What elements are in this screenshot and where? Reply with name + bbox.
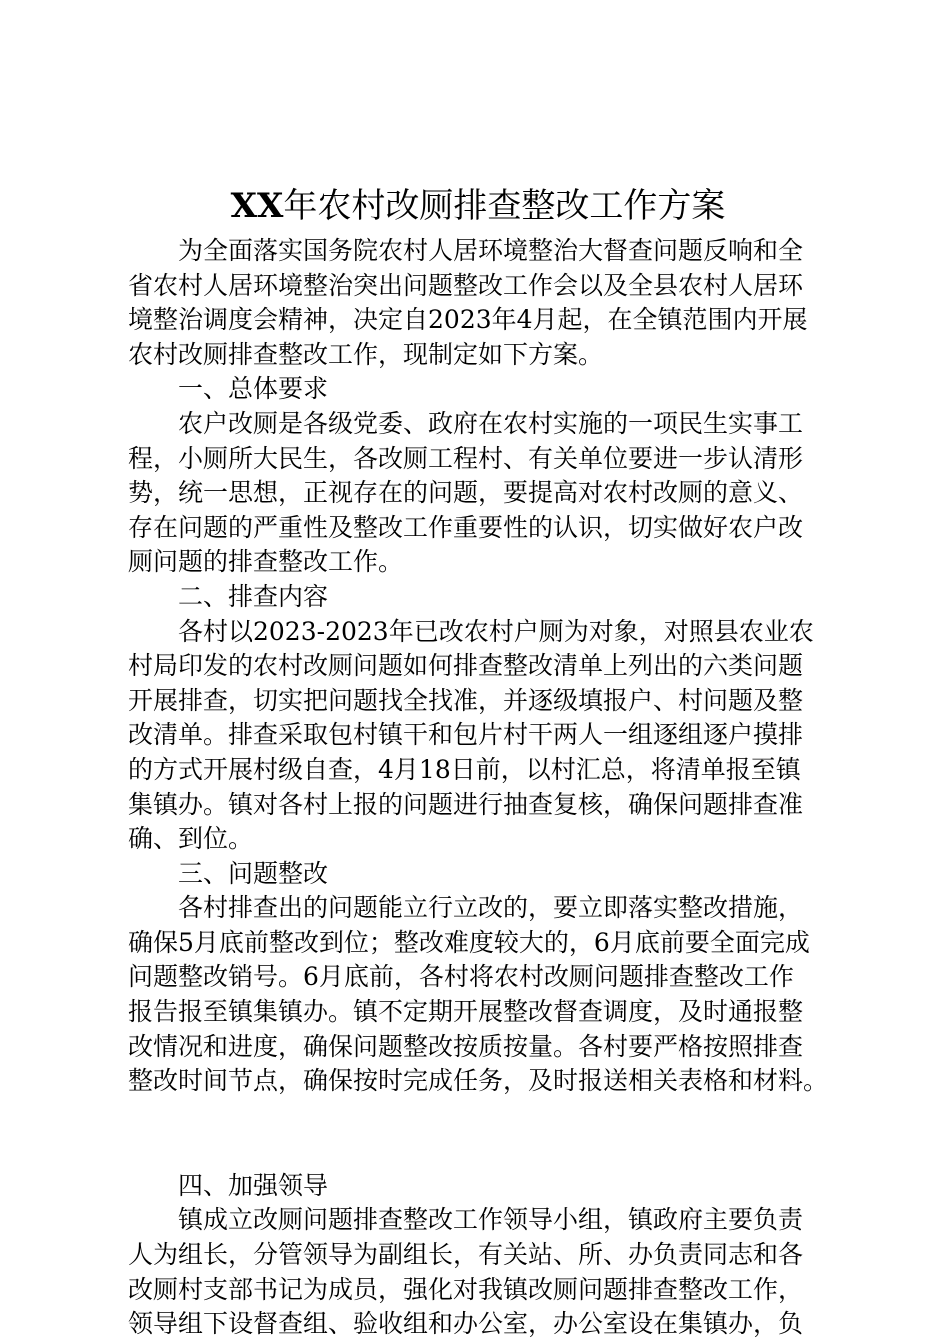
text-line: 确、到位。 xyxy=(128,824,254,854)
paragraph-gap xyxy=(128,1115,828,1153)
text-line: 报告报至镇集镇办。镇不定期开展整改督查调度，及时通报整 xyxy=(128,997,804,1027)
text-line: 集镇办。镇对各村上报的问题进行抽查复核，确保问题排查准 xyxy=(128,789,804,819)
text-line: 确保5月底前整改到位；整改难度较大的，6月底前要全面完成 xyxy=(128,927,810,957)
text-line: 程，小厕所大民生，各改厕工程村、有关单位要进一步认清形 xyxy=(128,443,804,473)
text-line: 整改时间节点，确保按时完成任务，及时报送相关表格和材料。 xyxy=(128,1066,829,1096)
text-line: 问题整改销号。6月底前，各村将农村改厕问题排查整改工作 xyxy=(128,962,794,992)
text-line: 领导组下设督查组、验收组和办公室，办公室设在集镇办，负 xyxy=(128,1309,804,1339)
text-line: 各村排查出的问题能立行立改的，要立即落实整改措施， xyxy=(178,893,804,923)
text-line: 势，统一思想，正视存在的问题，要提高对农村改厕的意义、 xyxy=(128,478,804,508)
text-line: 的方式开展村级自查，4月18日前，以村汇总，将清单报至镇 xyxy=(128,754,801,784)
text-line: 境整治调度会精神，决定自2023年4月起，在全镇范围内开展 xyxy=(128,305,808,335)
text-line: 村局印发的农村改厕问题如何排查整改清单上列出的六类问题 xyxy=(128,651,804,681)
title-text: 年农村改厕排查整改工作方案 xyxy=(283,186,726,226)
text-line: 一、总体要求 xyxy=(178,374,329,404)
text-line: 改清单。排查采取包村镇干和包片村干两人一组逐组逐户摸排 xyxy=(128,720,804,750)
text-line: 农村改厕排查整改工作，现制定如下方案。 xyxy=(128,339,604,369)
title-prefix: XX xyxy=(230,186,284,226)
text-line: 四、加强领导 xyxy=(178,1170,329,1200)
text-line: 为全面落实国务院农村人居环境整治大督查问题反响和全 xyxy=(178,236,804,265)
text-line: 改厕村支部书记为成员，强化对我镇改厕问题排查整改工作， xyxy=(128,1274,804,1304)
document-body xyxy=(128,234,828,1342)
text-line: 镇成立改厕问题排查整改工作领导小组，镇政府主要负责 xyxy=(178,1205,804,1235)
text-line: 人为组长，分管领导为副组长，有关站、所、办负责同志和各 xyxy=(128,1240,804,1270)
text-line: 存在问题的严重性及整改工作重要性的认识，切实做好农户改 xyxy=(128,512,804,542)
text-line: 省农村人居环境整治突出问题整改工作会以及全县农村人居环 xyxy=(128,270,804,300)
text-line: 三、问题整改 xyxy=(178,858,329,888)
document-title xyxy=(128,178,828,234)
text-line: 各村以2023-2023年已改农村户厕为对象，对照县农业农 xyxy=(178,616,814,646)
text-line: 农户改厕是各级党委、政府在农村实施的一项民生实事工 xyxy=(178,408,804,438)
text-line: 二、排查内容 xyxy=(178,581,329,611)
text-line: 厕问题的排查整改工作。 xyxy=(128,547,404,577)
text-line: 开展排查，切实把问题找全找准，并逐级填报户、村问题及整 xyxy=(128,685,804,715)
document-page xyxy=(128,178,828,1342)
text-line: 改情况和进度，确保问题整改按质按量。各村要严格按照排查 xyxy=(128,1031,804,1061)
